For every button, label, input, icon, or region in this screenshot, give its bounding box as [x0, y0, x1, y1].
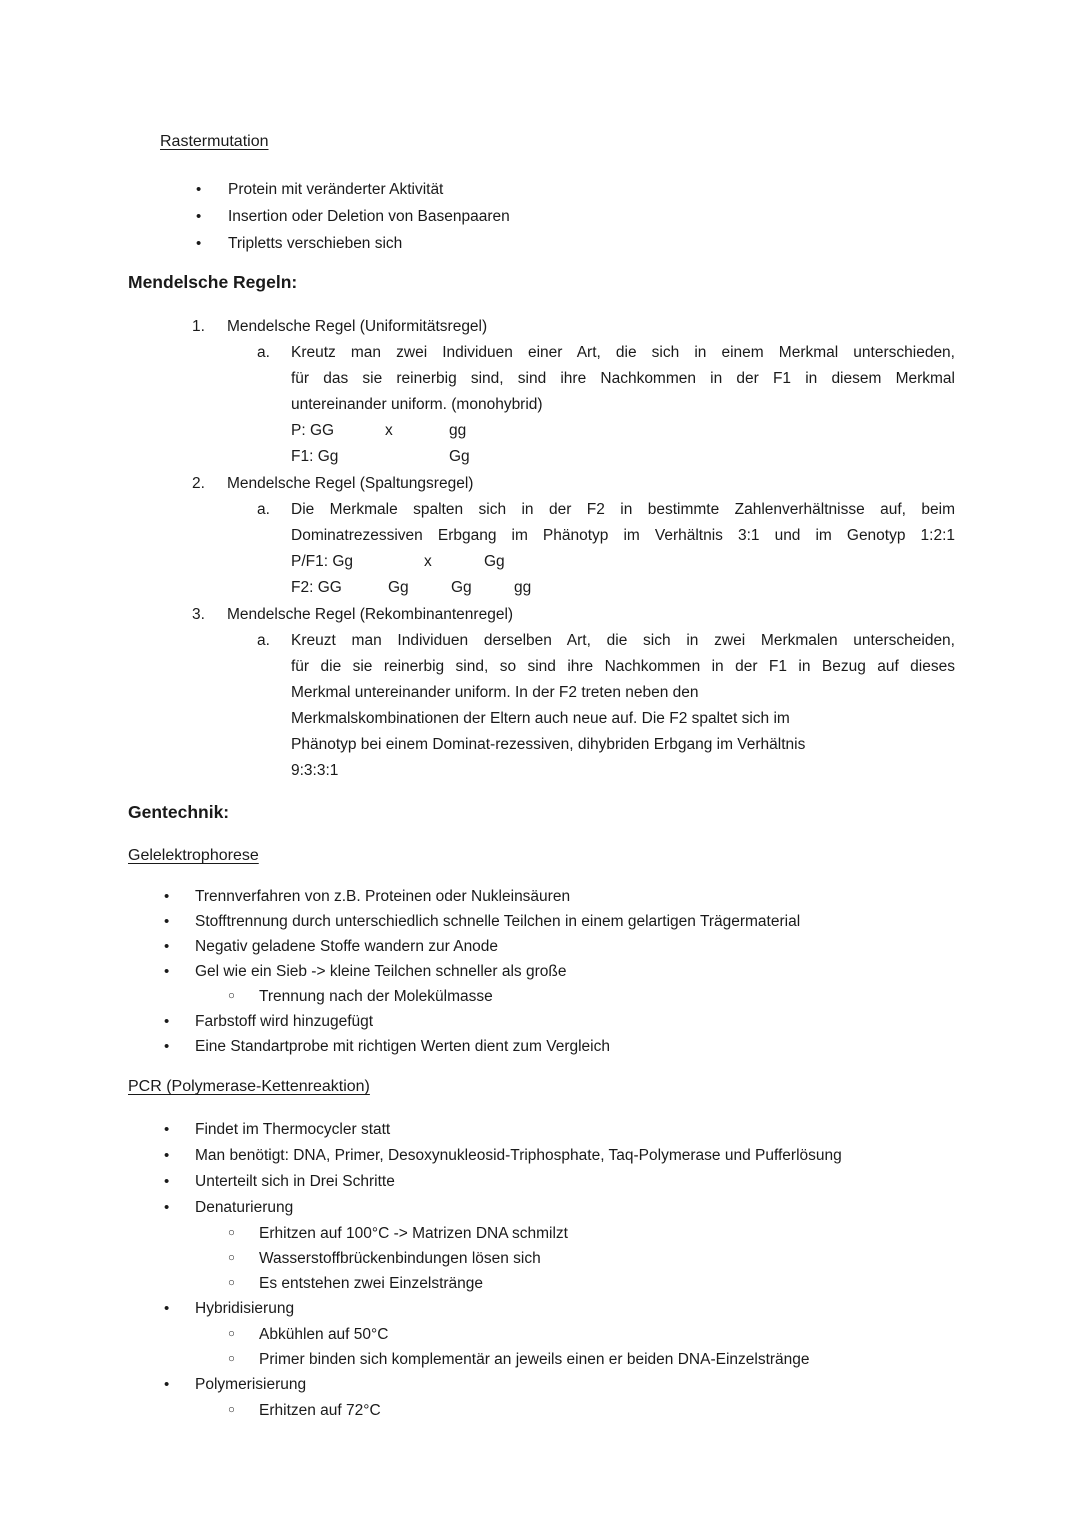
sub-list-item: [128, 1322, 990, 1347]
circle-bullet-icon: ○: [228, 1252, 235, 1264]
list-item: [128, 176, 990, 203]
cross-cell: P: GG: [291, 422, 335, 439]
cross-cell: Gg: [484, 553, 505, 570]
circle-bullet-icon: ○: [228, 1328, 235, 1340]
heading-gelelektrophorese: Gelelektrophorese: [128, 847, 259, 864]
list-item: [128, 230, 990, 257]
cross-row-parents: [128, 418, 990, 444]
list-item: [128, 1034, 990, 1059]
list-item-label: Trennverfahren von z.B. Proteinen oder Nukleinsäuren: [195, 888, 571, 905]
list-item-label: Polymerisierung: [195, 1376, 307, 1393]
bullet-icon: •: [164, 1013, 170, 1030]
list-item: [128, 909, 990, 934]
list-item-label: Negativ geladene Stoffe wandern zur Anode: [195, 938, 499, 955]
bullet-icon: •: [164, 1147, 170, 1164]
bullet-icon: •: [164, 1376, 170, 1393]
numbered-item-rule3: [128, 601, 990, 628]
rule-title: Mendelsche Regel (Uniformitätsregel): [227, 318, 488, 335]
paragraph-line: Kreutz man zwei Individuen einer Art, die sich in einem Merkmal unterschieden,: [291, 344, 955, 361]
paragraph-line: für das sie reinerbig sind, sind ihre Nachkommen in der F1 in diesem Merkmal: [291, 370, 955, 387]
list-item-label: Eine Standartprobe mit richtigen Werten dient zum Vergleich: [195, 1038, 610, 1055]
cross-cell: P/F1: Gg: [291, 553, 354, 570]
list-item: [128, 1117, 990, 1143]
list-item-label: Farbstoff wird hinzugefügt: [195, 1013, 374, 1030]
heading-pcr: PCR (Polymerase-Kettenreaktion): [128, 1078, 370, 1095]
bullet-icon: •: [164, 1038, 170, 1055]
cross-row-f2: [128, 575, 990, 601]
rule-paragraph: [291, 497, 955, 549]
list-item: [128, 959, 990, 984]
bullet-icon: •: [164, 888, 170, 905]
circle-bullet-icon: ○: [228, 1404, 235, 1416]
cross-cell: gg: [514, 579, 532, 596]
list-item: [128, 1169, 990, 1195]
list-item: [128, 203, 990, 230]
bullet-icon: •: [196, 235, 202, 252]
mendel-numbered-list: [128, 313, 990, 784]
paragraph-line: 9:3:3:1: [291, 762, 339, 779]
list-item: [128, 1195, 990, 1221]
bullet-icon: •: [164, 1300, 170, 1317]
list-item: [128, 1372, 990, 1398]
item-letter: a.: [257, 501, 270, 518]
cross-cell: gg: [449, 422, 467, 439]
bullet-icon: •: [196, 181, 202, 198]
list-item-label: Wasserstoffbrückenbindungen lösen sich: [259, 1250, 541, 1267]
sub-list-item: [128, 984, 990, 1009]
bullet-icon: •: [164, 963, 170, 980]
list-item-label: Erhitzen auf 100°C -> Matrizen DNA schmilzt: [259, 1225, 568, 1242]
list-item-label: Gel wie ein Sieb -> kleine Teilchen schneller als große: [195, 963, 567, 980]
item-letter: a.: [257, 632, 270, 649]
letter-item-rule2a: [128, 497, 990, 549]
paragraph-line: für die sie reinerbig sind, so sind ihre Nachkommen in der F1 in Bezug auf dieses: [291, 658, 955, 675]
list-item: [128, 1296, 990, 1322]
gel-bullet-list: [128, 884, 990, 1059]
list-item-label: Man benötigt: DNA, Primer, Desoxynukleosid-Triphosphate, Taq-Polymerase und Pufferlösung: [195, 1147, 842, 1164]
sub-list-item: [128, 1221, 990, 1246]
bullet-icon: •: [164, 1173, 170, 1190]
bullet-icon: •: [164, 938, 170, 955]
paragraph-line: Die Merkmale spalten sich in der F2 in bestimmte Zahlenverhältnisse auf, beim: [291, 501, 955, 518]
circle-bullet-icon: ○: [228, 990, 235, 1002]
sub-list-item: [128, 1246, 990, 1271]
cross-row-pf1: [128, 549, 990, 575]
list-item-label: Abkühlen auf 50°C: [259, 1326, 389, 1343]
paragraph-line: untereinander uniform. (monohybrid): [291, 396, 543, 413]
rule-paragraph: [291, 628, 955, 784]
letter-item-rule3a: [128, 628, 990, 784]
cross-cell: x: [385, 422, 393, 439]
pcr-bullet-list: [128, 1117, 990, 1423]
cross-cell: Gg: [451, 579, 472, 596]
letter-item-rule1a: [128, 340, 990, 418]
paragraph-line: Kreuzt man Individuen derselben Art, die sich in zwei Merkmalen unterscheiden,: [291, 632, 955, 649]
circle-bullet-icon: ○: [228, 1353, 235, 1365]
list-item-label: Protein mit veränderter Aktivität: [228, 181, 444, 198]
bullet-icon: •: [164, 1121, 170, 1138]
sub-list-item: [128, 1398, 990, 1423]
numbered-item-rule1: [128, 313, 990, 340]
list-item-label: Findet im Thermocycler statt: [195, 1121, 391, 1138]
cross-row-f1: [128, 444, 990, 470]
rule-title: Mendelsche Regel (Rekombinantenregel): [227, 606, 514, 623]
item-number: 2.: [192, 475, 205, 492]
cross-cell: F2: GG: [291, 579, 342, 596]
paragraph-line: Merkmal untereinander uniform. In der F2 treten neben den: [291, 684, 699, 701]
rule-paragraph: [291, 340, 955, 418]
bullet-icon: •: [196, 208, 202, 225]
cross-cell: Gg: [388, 579, 409, 596]
rastermutation-bullet-list: [128, 176, 990, 257]
list-item: [128, 884, 990, 909]
heading-gentechnik: Gentechnik:: [128, 802, 230, 822]
list-item: [128, 1009, 990, 1034]
item-number: 1.: [192, 318, 205, 335]
list-item-label: Hybridisierung: [195, 1300, 295, 1317]
rule-title: Mendelsche Regel (Spaltungsregel): [227, 475, 474, 492]
sub-list-item: [128, 1347, 990, 1372]
list-item-label: Es entstehen zwei Einzelstränge: [259, 1275, 484, 1292]
numbered-item-rule2: [128, 470, 990, 497]
circle-bullet-icon: ○: [228, 1277, 235, 1289]
list-item-label: Erhitzen auf 72°C: [259, 1402, 381, 1419]
list-item-label: Stofftrennung durch unterschiedlich schnelle Teilchen in einem gelartigen Trägermaterial: [195, 913, 801, 930]
bullet-icon: •: [164, 1199, 170, 1216]
list-item-label: Insertion oder Deletion von Basenpaaren: [228, 208, 510, 225]
cross-cell: F1: Gg: [291, 448, 339, 465]
cross-cell: x: [424, 553, 432, 570]
list-item-label: Trennung nach der Molekülmasse: [259, 988, 493, 1005]
heading-rastermutation: Rastermutation: [160, 133, 269, 150]
list-item-label: Denaturierung: [195, 1199, 294, 1216]
sub-list-item: [128, 1271, 990, 1296]
list-item-label: Unterteilt sich in Drei Schritte: [195, 1173, 395, 1190]
heading-mendelsche-regeln: Mendelsche Regeln:: [128, 272, 298, 292]
list-item-label: Primer binden sich komplementär an jeweils einen er beiden DNA-Einzelstränge: [259, 1351, 810, 1368]
list-item: [128, 934, 990, 959]
list-item: [128, 1143, 990, 1169]
list-item-label: Tripletts verschieben sich: [228, 235, 403, 252]
item-letter: a.: [257, 344, 270, 361]
paragraph-line: Merkmalskombinationen der Eltern auch neue auf. Die F2 spaltet sich im: [291, 710, 790, 727]
cross-cell: Gg: [449, 448, 470, 465]
paragraph-line: Dominatrezessiven Erbgang im Phänotyp im Verhältnis 3:1 und im Genotyp 1:2:1: [291, 527, 955, 544]
bullet-icon: •: [164, 913, 170, 930]
circle-bullet-icon: ○: [228, 1227, 235, 1239]
paragraph-line: Phänotyp bei einem Dominat-rezessiven, dihybriden Erbgang im Verhältnis: [291, 736, 806, 753]
item-number: 3.: [192, 606, 205, 623]
